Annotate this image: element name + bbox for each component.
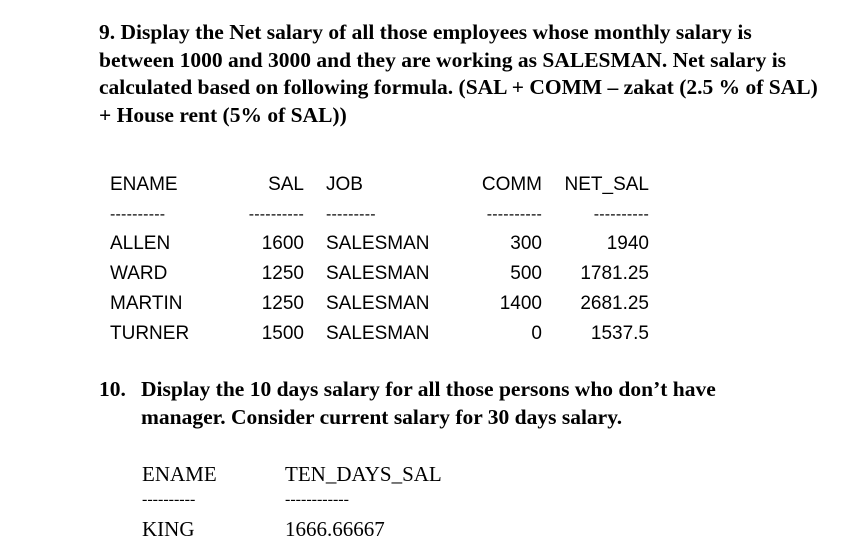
table1-cell: MARTIN xyxy=(110,293,183,314)
table1-cell: 500 xyxy=(510,263,542,284)
table1-cell: 1600 xyxy=(261,233,304,254)
table1-separator: ---------- xyxy=(110,206,166,223)
table1-separator: ---------- xyxy=(248,206,304,223)
table1-cell: SALESMAN xyxy=(326,233,430,254)
table1-header-net-sal: NET_SAL xyxy=(564,174,649,195)
table1-cell: 1500 xyxy=(261,323,304,344)
table2-cell: KING xyxy=(142,517,195,541)
table1-cell: 1400 xyxy=(499,293,542,314)
question-9-text: 9. Display the Net salary of all those employees whose monthly salary is between 1000 and 3000 and they are working as SALESMAN. Net salary is calculated based on following formula. (SAL + COMM – zakat (2.5 % of SAL) + House rent (5% of SAL)) xyxy=(99,20,818,127)
table1-cell: 1940 xyxy=(606,233,649,254)
question-10-number: 10. xyxy=(99,377,126,401)
table1-cell: 1781.25 xyxy=(580,263,649,284)
table1-cell: SALESMAN xyxy=(326,323,430,344)
table2-header-ename: ENAME xyxy=(142,462,217,486)
table1-header-sal: SAL xyxy=(268,174,304,195)
table2-separator: ---------- xyxy=(142,491,196,508)
table1-cell: 2681.25 xyxy=(580,293,649,314)
table1-cell: SALESMAN xyxy=(326,293,430,314)
table1-cell: SALESMAN xyxy=(326,263,430,284)
table1-cell: WARD xyxy=(110,263,168,284)
table1-cell: ALLEN xyxy=(110,233,171,254)
table2-header-ten-days-sal: TEN_DAYS_SAL xyxy=(285,462,442,486)
table1-header-job: JOB xyxy=(326,174,363,195)
table1-cell: 1250 xyxy=(261,293,304,314)
question-10-text xyxy=(99,376,819,431)
table1-cell: 300 xyxy=(510,233,542,254)
table1-separator: ---------- xyxy=(486,206,542,223)
table1-header-comm: COMM xyxy=(481,174,542,195)
table1-cell: TURNER xyxy=(110,323,190,344)
question-10-line2: manager. Consider current salary for 30 days salary. xyxy=(141,404,623,429)
table1-header-ename: ENAME xyxy=(110,174,178,195)
table1-cell: 0 xyxy=(531,323,542,344)
question-10-line1: Display the 10 days salary for all those persons who don’t have xyxy=(141,377,716,401)
table2-cell: 1666.66667 xyxy=(285,517,385,541)
table1-separator: ---------- xyxy=(593,206,649,223)
table2-separator: ------------ xyxy=(285,491,349,508)
table1-cell: 1250 xyxy=(261,263,304,284)
table1-cell: 1537.5 xyxy=(590,323,649,344)
table1-separator: --------- xyxy=(326,206,376,223)
